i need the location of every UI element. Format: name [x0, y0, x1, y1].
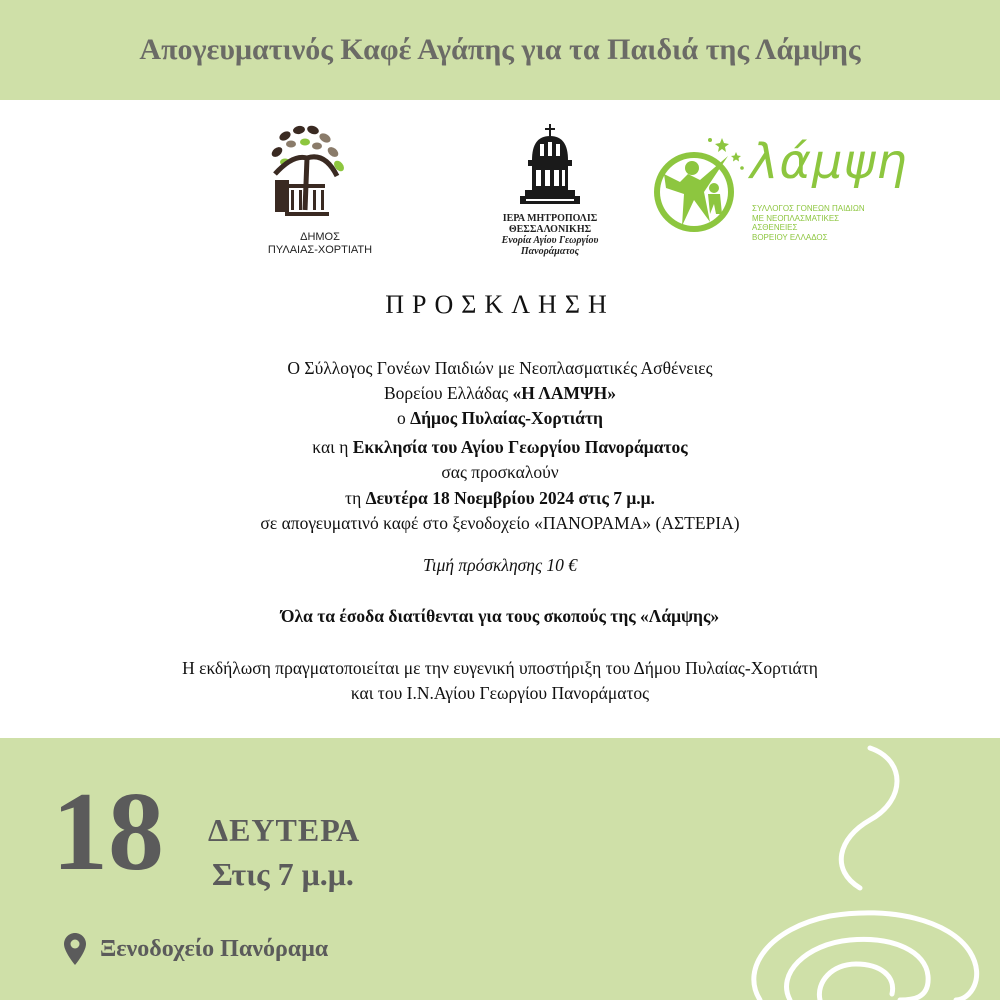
invitation-line-4a: και η: [312, 437, 353, 457]
church-logo-line2: ΘΕΣΣΑΛΟΝΙΚΗΣ: [508, 224, 592, 235]
invitation-line-6: [0, 488, 1000, 509]
invitation-line-2: [0, 383, 1000, 404]
invitation-line-6a: τη: [345, 488, 366, 508]
invitation-line-4: [0, 437, 1000, 458]
event-day-name: ΔΕΥΤΕΡΑ: [208, 812, 361, 848]
location-pin-icon: [64, 933, 86, 965]
invitation-line-3b: Δήμος Πυλαίας-Χορτιάτη: [410, 408, 603, 428]
lampsi-logo-sub1: ΣΥΛΛΟΓΟΣ ΓΟΝΕΩΝ ΠΑΙΔΙΩΝ: [752, 204, 865, 213]
invitation-line-2a: Βορείου Ελλάδας: [383, 383, 513, 403]
dimos-logo-line2: ΠΥΛΑΙΑΣ-ΧΟΡΤΙΑΤΗ: [267, 244, 373, 256]
invitation-line-3a: ο: [397, 408, 411, 428]
church-logo-line3: Ενορία Αγίου Γεωργίου: [501, 235, 599, 246]
lampsi-children-icon: [650, 130, 750, 250]
event-band: [0, 738, 1000, 1000]
invitation-line-7: σε απογευματινό καφέ στο ξενοδοχείο «ΠΑΝΟΡΑΜΑ» (ΑΣΤΕΡΙΑ): [260, 513, 740, 533]
lampsi-logo-sub2: ΜΕ ΝΕΟΠΛΑΣΜΑΤΙΚΕΣ ΑΣΘΕΝΕΙΕΣ: [752, 213, 840, 232]
church-logo-line4: Πανοράματος: [520, 246, 580, 257]
dimos-tree-icon: [255, 122, 385, 222]
invitation-price: Τιμή πρόσκλησης 10 €: [422, 555, 578, 575]
event-venue: [64, 933, 328, 965]
lampsi-logo-name: λάμψη: [750, 134, 908, 190]
invitation-heading: ΠΡΟΣΚΛΗΣΗ: [385, 290, 615, 319]
church-logo-line1: ΙΕΡΑ ΜΗΤΡΟΠΟΛΙΣ: [502, 213, 598, 224]
church-logo: [470, 120, 630, 270]
invitation-line-4b: Εκκλησία του Αγίου Γεωργίου Πανοράματος: [352, 437, 688, 457]
event-day-number: 18: [52, 770, 164, 894]
church-dome-icon: [470, 120, 630, 208]
invitation-proceeds: Όλα τα έσοδα διατίθενται για τους σκοπούς της «Λάμψης»: [280, 606, 720, 626]
invitation-support-2: και του Ι.Ν.Αγίου Γεωργίου Πανοράματος: [350, 683, 650, 703]
invitation-line-1: Ο Σύλλογος Γονέων Παιδιών με Νεοπλασματικές Ασθένειες: [287, 358, 713, 378]
invitation-card: [0, 100, 1000, 738]
header-band: [0, 0, 1000, 100]
dimos-logo-line1: ΔΗΜΟΣ: [300, 231, 340, 243]
lampsi-logo: [650, 130, 908, 250]
dimos-logo: [255, 122, 385, 262]
lampsi-logo-sub3: ΒΟΡΕΙΟΥ ΕΛΛΑΔΟΣ: [752, 232, 828, 242]
page-title: Απογευματινός Καφέ Αγάπης για τα Παιδιά της Λάμψης: [139, 33, 861, 66]
invitation-line-5: σας προσκαλούν: [441, 462, 559, 482]
invitation-line-3: [0, 408, 1000, 429]
event-venue-name: Ξενοδοχείο Πανόραμα: [100, 935, 329, 962]
coffee-swirl-icon: [720, 738, 1000, 1000]
invitation-line-6b: Δευτέρα 18 Νοεμβρίου 2024 στις 7 μ.μ.: [365, 488, 655, 508]
invitation-line-2b: «Η ΛΑΜΨΗ»: [512, 383, 617, 403]
invitation-support-1: Η εκδήλωση πραγματοποιείται με την ευγενική υποστήριξη του Δήμου Πυλαίας-Χορτιάτη: [182, 658, 818, 678]
event-time: Στις 7 μ.μ.: [212, 856, 354, 892]
lampsi-logo-subtitle: [752, 204, 882, 242]
